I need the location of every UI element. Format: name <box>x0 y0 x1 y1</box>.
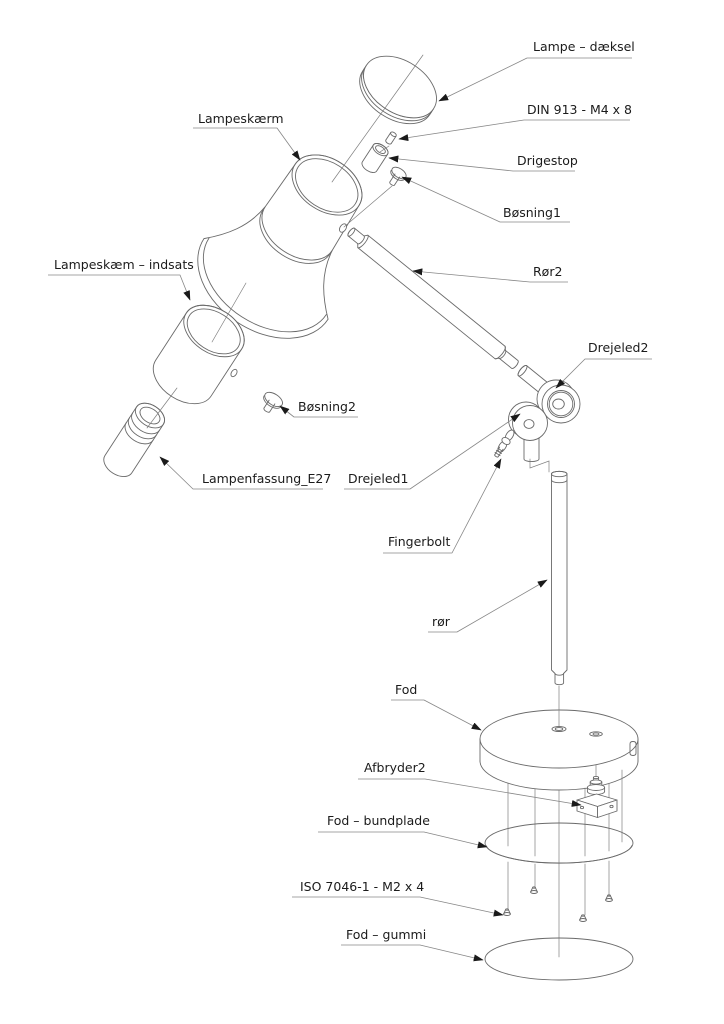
callout-fod-gummi: Fod – gummi <box>346 927 427 942</box>
screw <box>531 887 538 894</box>
callout-lampenfassung-e27: Lampenfassung_E27 <box>202 471 332 486</box>
leader-fod <box>391 700 481 730</box>
callout-fod-bundplade: Fod – bundplade <box>327 813 430 828</box>
callout-boesning2: Bøsning2 <box>298 399 356 414</box>
callout-iso-7046-1-m2x4: ISO 7046-1 - M2 x 4 <box>300 879 425 894</box>
callout-roer2: Rør2 <box>533 264 563 279</box>
callout-lampeskaem-indsats: Lampeskæm – indsats <box>54 257 194 272</box>
screw <box>504 909 511 916</box>
callout-drigestop: Drigestop <box>517 153 578 168</box>
callout-fingerbolt: Fingerbolt <box>388 534 451 549</box>
callout-lampeskaerm: Lampeskærm <box>198 111 284 126</box>
screw <box>580 915 587 922</box>
callout-boesning1: Bøsning1 <box>503 205 561 220</box>
leader-afbryder2 <box>358 779 581 805</box>
leader-iso-7046-1-m2x4 <box>292 897 503 915</box>
part-din913-screw <box>385 131 397 145</box>
leader-lampe-daeksel <box>439 58 632 101</box>
part-roer <box>551 471 567 684</box>
screw <box>606 895 613 902</box>
part-fingerbolt <box>492 428 516 459</box>
callout-roer: rør <box>432 614 450 629</box>
part-iso7046-screws <box>504 887 613 922</box>
insert-side-hole <box>230 368 239 378</box>
leader-fod-gummi <box>341 945 483 960</box>
part-roer2 <box>345 225 550 395</box>
callout-lampe-daeksel: Lampe – dæksel <box>533 39 635 54</box>
leader-lampeskaem-indsats <box>48 275 190 300</box>
callout-fod: Fod <box>395 682 418 697</box>
callout-din-913-m4x8: DIN 913 - M4 x 8 <box>527 102 632 117</box>
leader-fod-bundplade <box>318 832 487 847</box>
callout-drejeled2: Drejeled2 <box>588 340 649 355</box>
part-lampenfassung-e27 <box>99 398 169 482</box>
part-drejeled1 <box>509 402 548 462</box>
callout-drejeled1: Drejeled1 <box>348 471 409 486</box>
leader-drejeled2 <box>556 359 652 388</box>
callout-afbryder2: Afbryder2 <box>364 760 426 775</box>
leader-lampeskaerm <box>193 128 300 160</box>
part-boesning2 <box>258 389 285 416</box>
part-drigestop <box>360 141 390 175</box>
part-boesning1 <box>385 165 408 189</box>
leader-din-913-m4x8 <box>399 120 630 139</box>
